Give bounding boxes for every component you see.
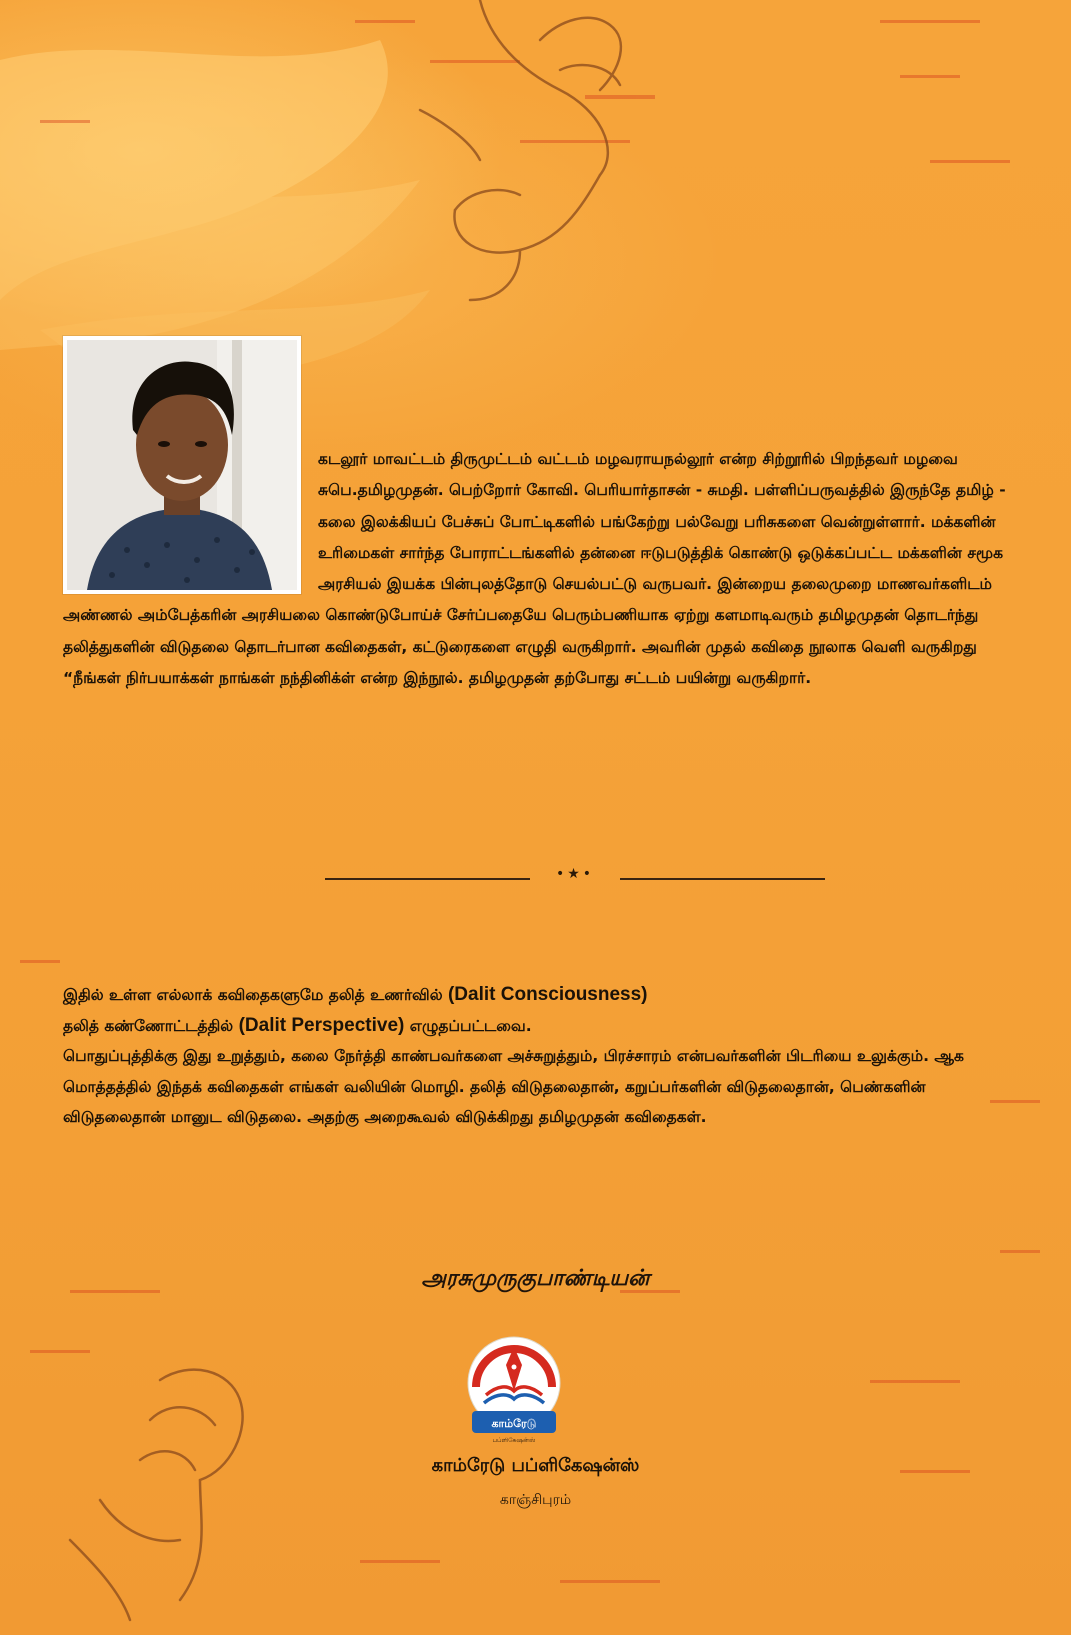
divider-line-right xyxy=(620,878,825,880)
author-bio xyxy=(63,444,1023,694)
hand-sketch-top-icon xyxy=(420,0,621,300)
blurb-dalit-perspective: (Dalit Perspective) xyxy=(238,1014,405,1036)
book-blurb xyxy=(63,980,1003,1133)
divider-line-left xyxy=(325,878,530,880)
blurb-line-2-tail: எழுதப்பட்டவை. xyxy=(404,1016,532,1035)
bio-paragraph: கடலூர் மாவட்டம் திருமுட்டம் வட்டம் மழவராயநல்லூர் என்ற சிற்றூரில் பிறந்தவர் மழவை சுபெ.தமிழமுதன். பெற்றோர் கோவி. பெரியார்தாசன் - சுமதி. பள்ளிப்பருவத்தில் இருந்தே தமிழ் - கலை இலக்கியப் பேச்சுப் போட்டிகளில் பங்கேற்று பல்வேறு பரிசுகளை வென்றுள்ளார். மக்களின் உரிமைகள் சார்ந்த போராட்டங்களில் தன்னை ஈடுபடுத்திக் கொண்டு ஒடுக்கப்பட்ட மக்களின் சமூக அரசியல் இயக்க பின்புலத்தோடு செயல்பட்டு வருபவர். இன்றைய தலைமுறை மாணவர்களிடம் அண்ணல் அம்பேத்கரின் அரசியலை கொண்டுபோய்ச் சேர்ப்பதையே பெரும்பணியாக ஏற்று களமாடிவரும் தமிழமுதன் தொடர்ந்து தலித்துகளின் விடுதலை தொடர்பான கவிதைகள், கட்டுரைகளை எழுதி வருகிறார். அவரின் முதல் கவிதை நூலாக வெளி வருகிறது “நீங்கள் நிர்பயாக்கள் நாங்கள் நந்தினிக்ள் என்ற இந்நூல். தமிழமுதன் தற்போது சட்டம் பயின்று வருகிறார். xyxy=(63,450,1006,688)
logo-subtitle: பப்ளிகேஷன்ஸ் xyxy=(492,1437,536,1444)
logo-name: காம்ரேடு xyxy=(491,1417,537,1430)
section-divider xyxy=(325,866,825,886)
blurb-line-2 xyxy=(63,1011,1003,1042)
blurb-rest: பொதுப்புத்திக்கு இது உறுத்தும், கலை நேர்த்தி காண்பவர்களை அச்சுறுத்தும், பிரச்சாரம் என்பவர்களின் பிடரியை உலுக்கும். ஆக மொத்தத்தில் இந்தக் கவிதைகள் எங்கள் வலியின் மொழி. தலித் விடுதலைதான், கறுப்பர்களின் விடுதலைதான், பெண்களின் விடுதலைதான் மானுட விடுதலை. அதற்கு அறைகூவல் விடுக்கிறது தமிழமுதன் கவிதைகள். xyxy=(63,1047,964,1126)
divider-star-icon: •★• xyxy=(555,866,595,882)
blurb-line-1-tamil: இதில் உள்ள எல்லாக் கவிதைகளுமே தலித் உணர்வில் xyxy=(63,986,448,1004)
blurb-line-2-tamil: தலித் கண்ணோட்டத்தில் xyxy=(63,1016,239,1035)
photo-spacer xyxy=(63,444,318,574)
blurb-dalit-consciousness: (Dalit Consciousness) xyxy=(447,984,648,1005)
blurb-signature: அரசுமுருகுபாண்டியன் xyxy=(421,1265,650,1291)
publisher-city: காஞ்சிபுரம் xyxy=(499,1492,572,1508)
publisher-name: காம்ரேடு பப்ளிகேஷன்ஸ் xyxy=(431,1455,640,1476)
publisher-logo xyxy=(456,1333,572,1445)
blurb-line-1 xyxy=(63,980,1003,1011)
